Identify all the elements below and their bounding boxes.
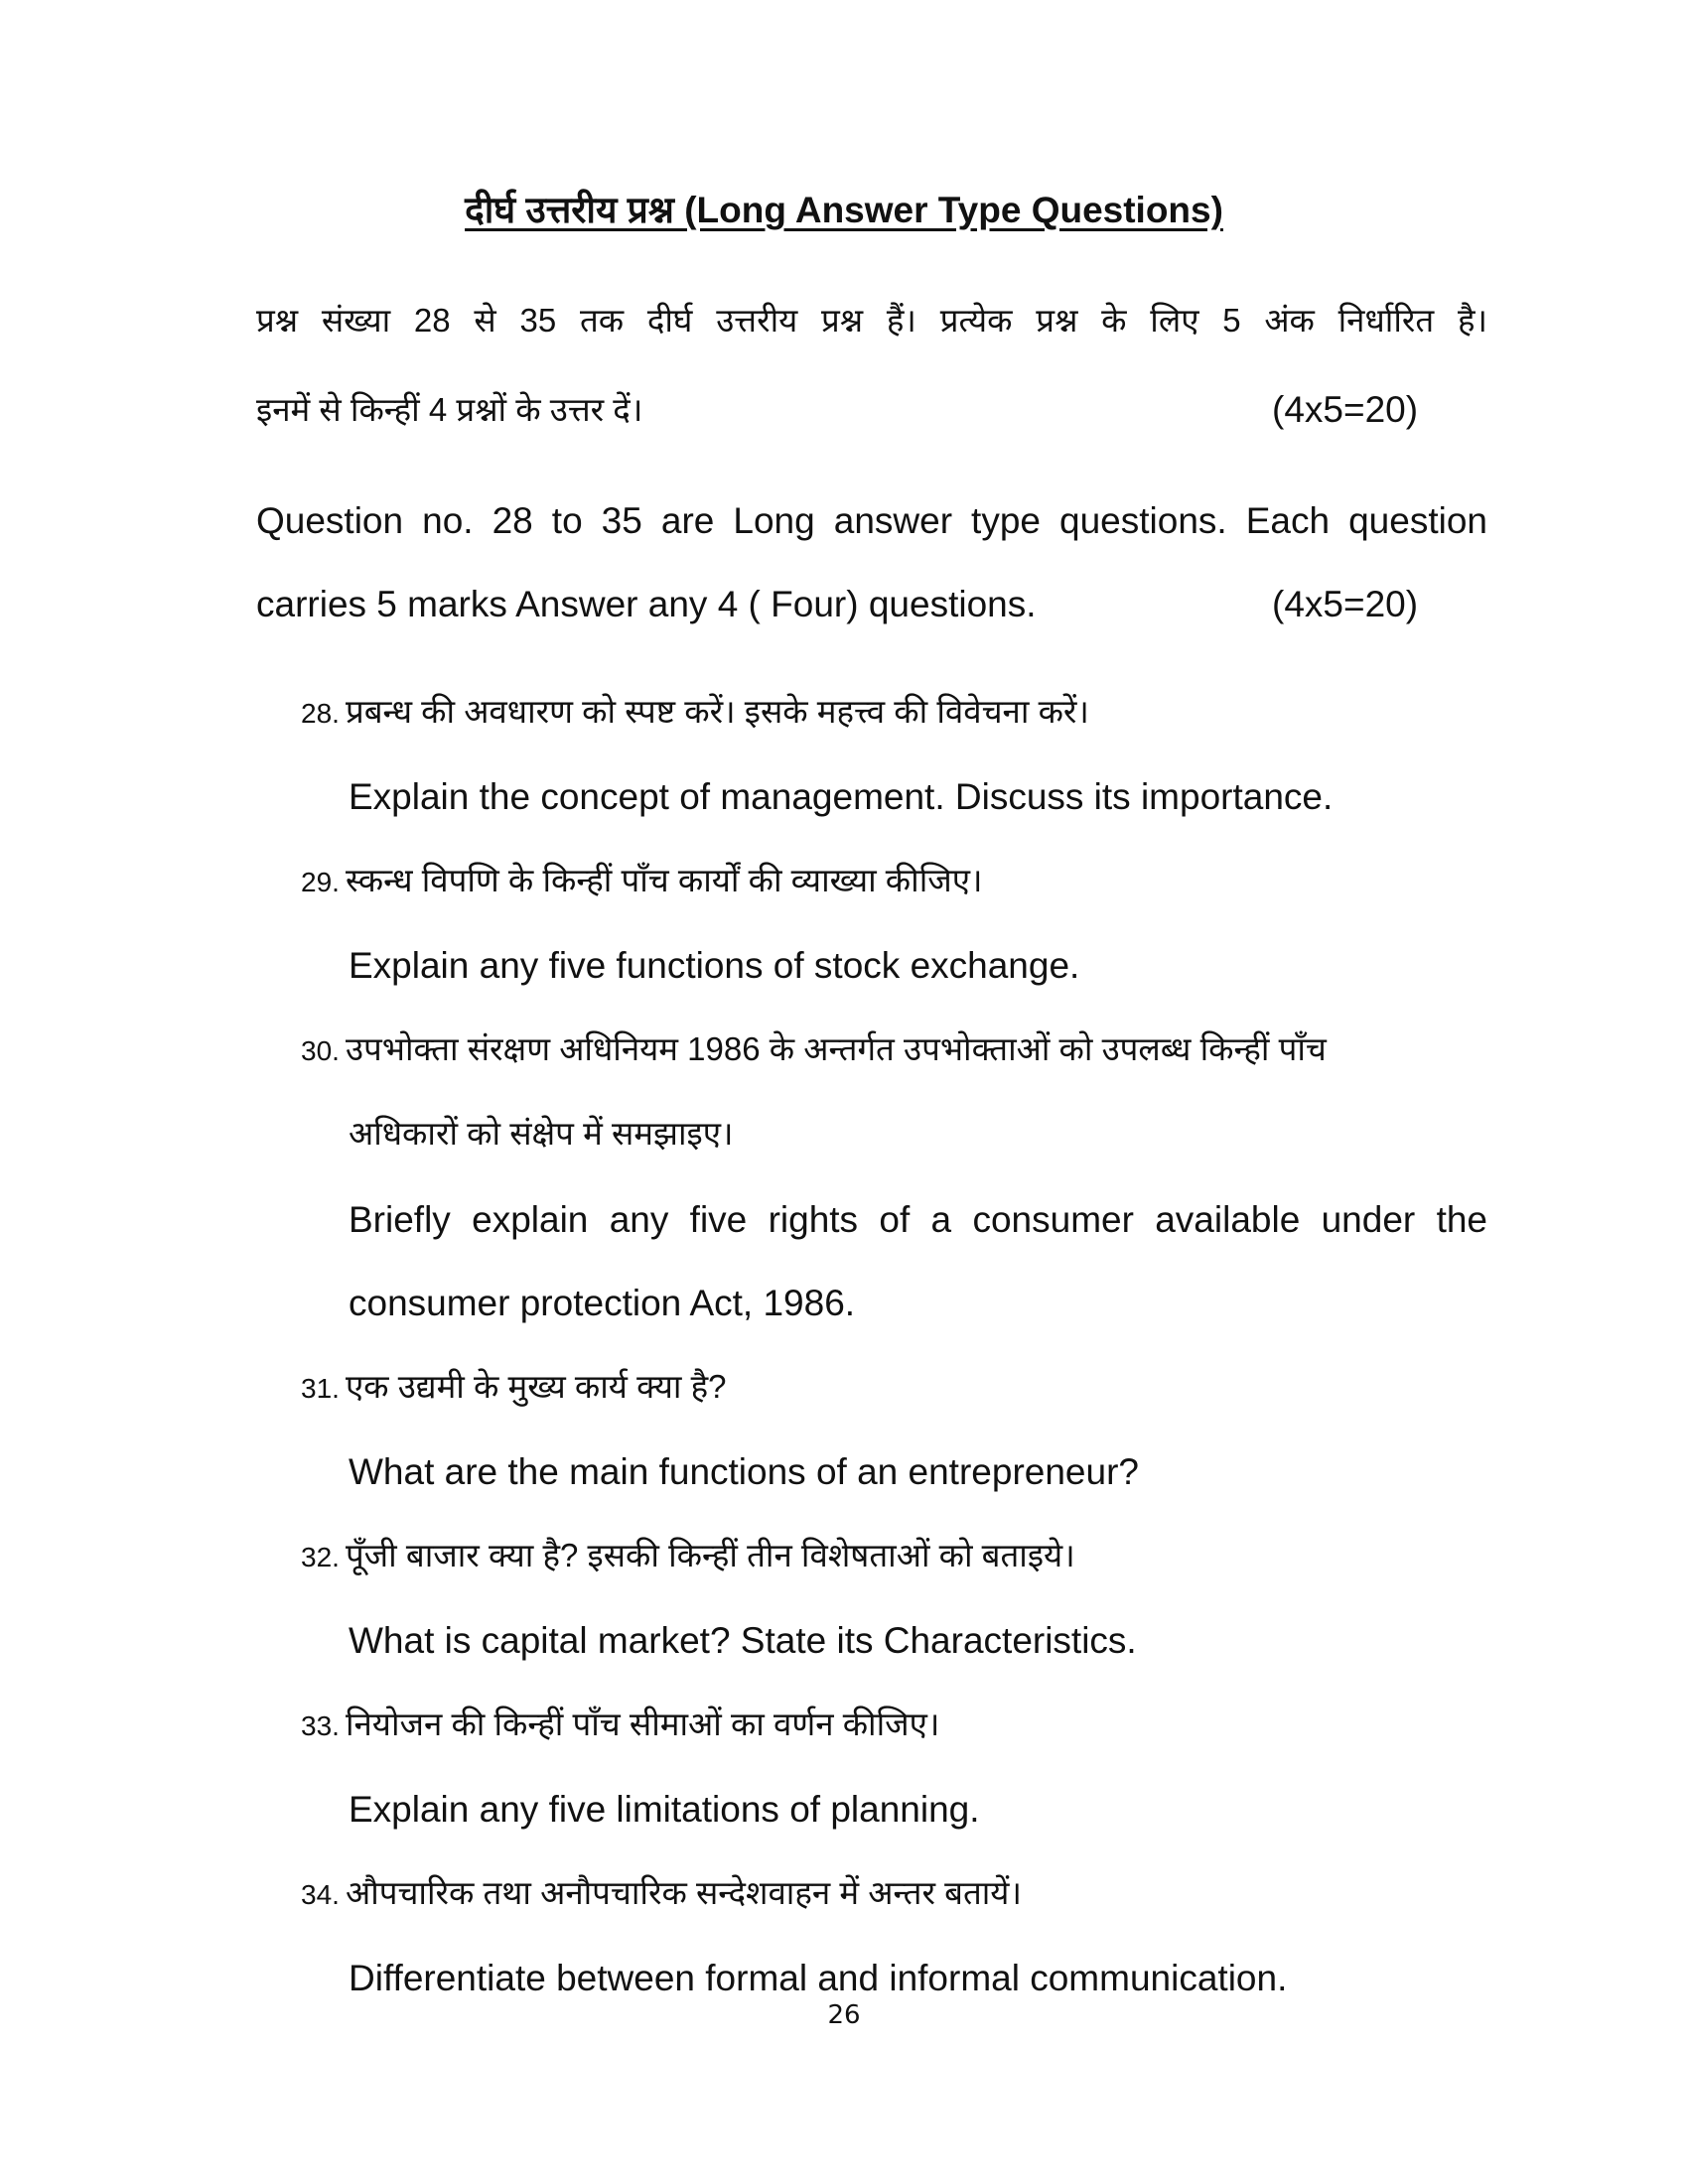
- question-28-english: Explain the concept of management. Discuss its importance.: [349, 776, 1334, 817]
- question-text-hindi: पूँजी बाजार क्या है? इसकी किन्हीं तीन विशेषताओं को बताइये।: [345, 1537, 1075, 1573]
- question-33-english: Explain any five limitations of planning.: [349, 1789, 980, 1830]
- instructions-hindi-line-2: इनमें से किन्हीं 4 प्रश्नों के उत्तर दें।: [256, 391, 643, 428]
- question-31-hindi: [301, 1370, 726, 1403]
- instructions-hindi-marks: (4x5=20): [1272, 389, 1419, 430]
- question-text-hindi: प्रबन्ध की अवधारण को स्पष्ट करें। इसके महत्त्व की विवेचना करें।: [345, 693, 1089, 730]
- question-number: 30.: [301, 1035, 340, 1066]
- question-number: 33.: [301, 1710, 340, 1741]
- instructions-hindi-line-1: प्रश्न संख्या 28 से 35 तक दीर्घ उत्तरीय प्रश्न हैं। प्रत्येक प्रश्न के लिए 5 अंक निर्धारित है।: [256, 302, 1487, 339]
- question-29-english: Explain any five functions of stock exchange.: [349, 945, 1080, 986]
- question-30-hindi-cont: अधिकारों को संक्षेप में समझाइए।: [349, 1115, 734, 1152]
- question-text-hindi: औपचारिक तथा अनौपचारिक सन्देशवाहन में अन्तर बतायें।: [345, 1874, 1022, 1911]
- question-34-hindi: [301, 1876, 1022, 1909]
- question-32-hindi: [301, 1539, 1075, 1571]
- question-28-hindi: [301, 695, 1089, 728]
- question-text-hindi: स्कन्ध विपणि के किन्हीं पाँच कार्यों की व्याख्या कीजिए।: [345, 862, 983, 898]
- question-number: 29.: [301, 867, 340, 897]
- question-30-english: Briefly explain any five rights of a consumer available under the: [349, 1199, 1487, 1240]
- question-30-hindi: [301, 1032, 1327, 1065]
- question-number: 28.: [301, 698, 340, 729]
- question-29-hindi: [301, 864, 982, 896]
- question-31-english: What are the main functions of an entrepreneur?: [349, 1451, 1139, 1492]
- question-number: 32.: [301, 1542, 340, 1572]
- question-text-hindi: एक उद्यमी के मुख्य कार्य क्या है?: [345, 1368, 727, 1405]
- question-number: 34.: [301, 1879, 340, 1910]
- question-32-english: What is capital market? State its Characteristics.: [349, 1620, 1137, 1661]
- instructions-english-marks: (4x5=20): [1272, 584, 1419, 624]
- question-30-english-cont: consumer protection Act, 1986.: [349, 1283, 856, 1323]
- question-text-hindi: उपभोक्ता संरक्षण अधिनियम 1986 के अन्तर्गत उपभोक्ताओं को उपलब्ध किन्हीं पाँच: [345, 1030, 1327, 1067]
- instructions-english-line-2: carries 5 marks Answer any 4 ( Four) questions.: [256, 584, 1037, 624]
- question-33-hindi: [301, 1707, 939, 1740]
- instructions-english-line-1: Question no. 28 to 35 are Long answer type questions. Each question: [256, 500, 1487, 541]
- question-text-hindi: नियोजन की किन्हीं पाँच सीमाओं का वर्णन कीजिए।: [345, 1706, 940, 1742]
- question-34-english: Differentiate between formal and informal communication.: [349, 1958, 1288, 1998]
- section-title: दीर्घ उत्तरीय प्रश्न (Long Answer Type Questions): [465, 190, 1223, 230]
- page-number: 26: [827, 2000, 861, 2030]
- question-number: 31.: [301, 1373, 340, 1404]
